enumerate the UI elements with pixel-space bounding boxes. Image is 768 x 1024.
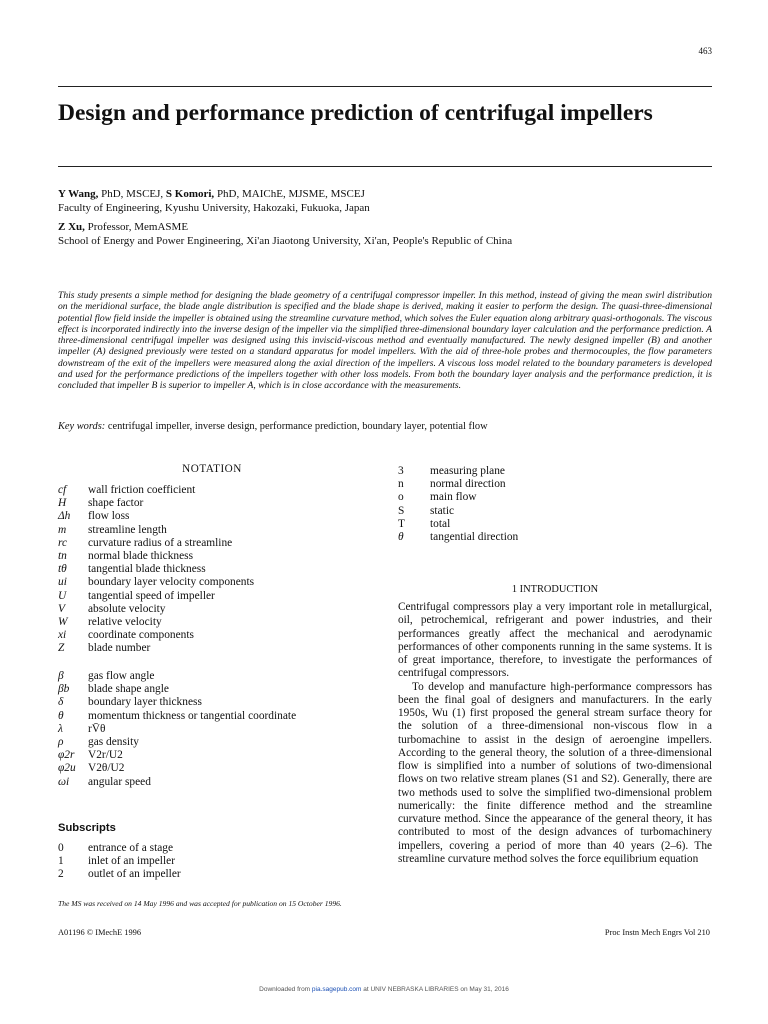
symbol-description: relative velocity (88, 615, 162, 628)
author-affiliation: School of Energy and Power Engineering, Xi'an Jiaotong University, Xi'an, People's Republic of China (58, 234, 513, 247)
symbol: β (58, 670, 64, 682)
symbol-description: absolute velocity (88, 602, 166, 615)
symbol-row (58, 629, 378, 642)
symbol-description: rV̄θ (88, 722, 106, 735)
symbol-row (398, 505, 708, 518)
symbol-description: main flow (430, 491, 477, 504)
download-suffix: at UNIV NEBRASKA LIBRARIES on May 31, 2016 (361, 986, 509, 993)
author-name: Y Wang, (58, 188, 99, 200)
symbol-row (58, 710, 378, 723)
title-rule (58, 166, 712, 167)
received-note: The MS was received on 14 May 1996 and was accepted for publication on 15 October 1996. (58, 899, 342, 908)
symbol-description: momentum thickness or tangential coordinate (88, 709, 297, 722)
symbol: T (398, 517, 405, 530)
symbol: φ2u (58, 762, 76, 775)
symbol-description: tangential speed of impeller (88, 589, 215, 602)
symbol: tn (58, 549, 67, 562)
page-number: 463 (698, 46, 712, 56)
symbol: βb (58, 683, 70, 696)
symbol-description: blade shape angle (88, 683, 169, 696)
symbol-row (58, 642, 378, 655)
symbol-row (58, 576, 378, 589)
symbol-row (58, 855, 378, 868)
symbol-description: streamline length (88, 523, 167, 536)
download-link[interactable]: pia.sagepub.com (311, 986, 362, 993)
paragraph: To develop and manufacture high-performance compressors has been the final goal of designers and manufacturers. In the early 1950s, Wu (1) first proposed the general stream surface theory for the solution of a three-dimensional non-viscous flow in a turbomachine to assist in the design of aeroengine impellers. According to the general theory, the solution of a three-dimensional flow is simplified into a number of solutions of two-dimensional flows on two relative stream planes (S1 and S2). Generally, there are two methods used to solve the simplified two-dimensional problem numerically: the finite difference method and the streamline curvature method. Since the appearance of the general theory, it has contributed to most of the design advances of turbomachinery impellers, covering a period of more than 40 years (2–6). The streamline curvature method solves the force equilibrium equation (398, 680, 712, 865)
symbol-description: static (430, 504, 455, 517)
symbol-description: curvature radius of a streamline (88, 536, 233, 549)
symbol: xi (58, 629, 67, 642)
symbol-description: entrance of a stage (88, 842, 174, 854)
symbol: m (58, 523, 67, 536)
subscripts-list-continued (398, 465, 708, 544)
abstract: This study presents a simple method for designing the blade geometry of a centrifugal compressor impeller. In this method, instead of giving the mean swirl distribution on the meridional surface, the blade angle distribution is specified and the blade shape is derived, making it easier to perform the design. The quasi-three-dimensional potential flow field inside the impeller is obtained using the streamline curvature method, which solves the Euler equation along arbitrary quasi-orthogonals. The viscous effect is incorporated indirectly into the inverse design of the impeller via the simplified three-dimensional boundary layer calculation and the performance prediction. A three-dimensional centrifugal impeller was designed using this inviscid-viscous method and eventually manufactured. The newly designed impeller (B) and another impeller (A) designed previously were tested on a standard apparatus for model impellers. With the aid of three-hole probes and thermocouples, the flow parameters downstream of the exit of the impellers were measured along the axial direction of the impellers. A viscous loss model related to the boundary parameters is developed and used for the performance predictions of the impellers together with other loss models. From both the boundary layer analysis and the performance prediction, it is concluded that impeller B is superior to impeller A, which is in close accordance with the measurements. (58, 290, 712, 392)
symbol: 3 (398, 465, 404, 477)
symbol-row (58, 524, 378, 537)
keywords (58, 421, 712, 432)
symbol-row (58, 550, 378, 563)
symbol-row (58, 736, 378, 749)
symbol: o (398, 491, 404, 504)
symbol-row (58, 497, 378, 510)
symbol-row (398, 531, 708, 544)
author-block-2 (58, 221, 712, 248)
symbol: θ (58, 709, 64, 722)
symbol: ωi (58, 775, 70, 788)
top-rule (58, 86, 712, 87)
symbol-description: normal blade thickness (88, 549, 194, 562)
symbol-row (58, 590, 378, 603)
symbol: ui (58, 576, 67, 589)
notation-heading: NOTATION (182, 463, 242, 475)
symbol-description: wall friction coefficient (88, 484, 196, 496)
symbol: 1 (58, 855, 64, 868)
keywords-text: centrifugal impeller, inverse design, performance prediction, boundary layer, potential flow (105, 421, 488, 432)
symbol-description: gas flow angle (88, 670, 155, 682)
symbol: V (58, 602, 65, 615)
symbol-row (58, 603, 378, 616)
symbol-row (398, 518, 708, 531)
author-name: Z Xu, (58, 221, 85, 233)
symbol-description: tangential blade thickness (88, 563, 206, 576)
symbol-row (58, 510, 378, 523)
symbol-description: V2θ/U2 (88, 762, 125, 775)
symbol-description: outlet of an impeller (88, 868, 181, 881)
symbol-row (58, 762, 378, 775)
author-name: S Komori, (165, 188, 215, 200)
symbol-description: measuring plane (430, 465, 505, 477)
symbol-row (58, 723, 378, 736)
symbol: n (398, 478, 404, 491)
section-heading-introduction: 1 INTRODUCTION (511, 584, 599, 595)
paper-title: Design and performance prediction of centrifugal impellers (58, 100, 653, 126)
symbol-description: flow loss (88, 510, 130, 523)
symbol-description: shape factor (88, 497, 144, 510)
symbol-description: total (430, 517, 451, 530)
author-degrees: PhD, MAIChE, MJSME, MSCEJ (214, 188, 365, 200)
symbol-description: normal direction (430, 478, 506, 491)
author-affiliation: Faculty of Engineering, Kyushu University, Hakozaki, Fukuoka, Japan (58, 201, 370, 214)
symbol-row (58, 670, 378, 683)
keywords-label: Key words: (58, 421, 106, 432)
download-prefix: Downloaded from (259, 986, 312, 993)
symbol-description: gas density (88, 735, 139, 748)
symbol-description: blade number (88, 642, 151, 655)
symbol-row (398, 478, 708, 491)
symbol-row (58, 537, 378, 550)
symbol-row (58, 868, 378, 881)
symbol: φ2r (58, 749, 75, 762)
symbol: δ (58, 696, 64, 709)
symbol-row (58, 563, 378, 576)
symbol: H (58, 497, 67, 510)
author-block-1 (58, 188, 712, 215)
symbol: cf (58, 484, 67, 496)
symbol-row (58, 616, 378, 629)
symbol-row (398, 491, 708, 504)
symbol-description: coordinate components (88, 629, 194, 642)
author-degrees: Professor, MemASME (84, 221, 189, 233)
symbol-description: boundary layer thickness (88, 696, 202, 709)
symbol: S (398, 504, 405, 517)
subscripts-list (58, 842, 378, 882)
notation-list-greek (58, 670, 378, 789)
symbol-row (58, 842, 378, 855)
symbol: 2 (58, 868, 64, 881)
symbol: λ (58, 722, 63, 735)
subscripts-heading: Subscripts (58, 822, 116, 834)
symbol: Δh (58, 510, 71, 523)
symbol: θ (398, 530, 404, 543)
symbol-description: inlet of an impeller (88, 855, 175, 868)
symbol-row (58, 749, 378, 762)
author-degrees: PhD, MSCEJ, (98, 188, 166, 200)
introduction-body (398, 601, 712, 866)
symbol: 0 (58, 842, 64, 854)
download-notice (0, 986, 768, 993)
symbol-row (398, 465, 708, 478)
paragraph: Centrifugal compressors play a very important role in metallurgical, oil, petrochemical, refrigerant and power industries, and their performances greatly affect the mechanical and aerodynamic performances of other components running in the same systems. It is of great importance, therefore, to investigate the performances of centrifugal compressors. (398, 601, 712, 680)
symbol-row (58, 696, 378, 709)
symbol: W (58, 615, 68, 628)
symbol: ρ (58, 735, 64, 748)
symbol: rc (58, 536, 68, 549)
symbol: U (58, 589, 67, 602)
journal-footer: Proc Instn Mech Engrs Vol 210 (604, 928, 710, 937)
symbol: tθ (58, 563, 67, 576)
symbol-description: tangential direction (430, 530, 519, 543)
symbol-row (58, 484, 378, 497)
symbol: Z (58, 642, 65, 655)
notation-list (58, 484, 378, 655)
symbol-row (58, 683, 378, 696)
symbol-description: angular speed (88, 775, 151, 788)
symbol-row (58, 776, 378, 789)
copyright: A01196 © IMechE 1996 (58, 928, 142, 937)
symbol-description: V2r/U2 (88, 749, 123, 762)
symbol-description: boundary layer velocity components (88, 576, 255, 589)
